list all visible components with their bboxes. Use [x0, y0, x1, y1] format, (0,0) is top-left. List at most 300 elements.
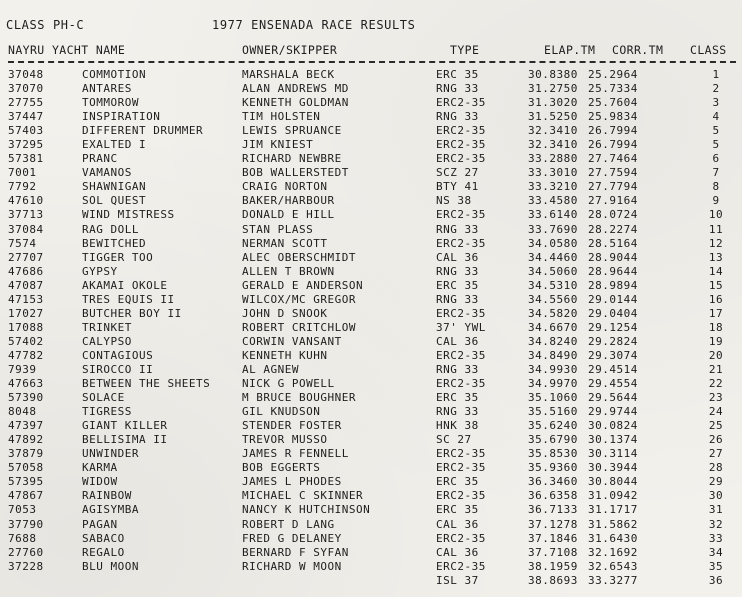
class-place: 24	[708, 405, 724, 419]
corrected-time: 28.2274	[588, 222, 638, 236]
corrected-time: 29.5644	[588, 391, 638, 405]
yacht-name: RAINBOW	[82, 489, 132, 503]
elapsed-time: 30.8380	[528, 68, 578, 81]
yacht-name: BELLISIMA II	[82, 433, 168, 447]
sail-number: 8048	[8, 405, 37, 419]
class-place: 4	[712, 110, 720, 124]
boat-type: ERC2-35	[436, 489, 486, 503]
sail-number: 37228	[8, 559, 44, 573]
owner-skipper: JAMES L PHODES	[242, 475, 342, 489]
corrected-time: 25.7334	[588, 82, 638, 96]
elapsed-time: 35.1060	[528, 391, 578, 405]
yacht-name: WIDOW	[82, 475, 118, 489]
owner-skipper: KENNETH KUHN	[242, 348, 328, 362]
corrected-time: 31.6430	[588, 531, 638, 545]
sail-number: 37070	[8, 82, 44, 96]
elapsed-time: 36.7133	[528, 503, 578, 517]
boat-type: ERC2-35	[436, 348, 486, 362]
owner-skipper: NERMAN SCOTT	[242, 236, 328, 250]
owner-skipper: M BRUCE BOUGHNER	[242, 391, 356, 405]
owner-skipper: RICHARD W MOON	[242, 559, 342, 573]
table-row	[0, 124, 742, 138]
owner-skipper: GERALD E ANDERSON	[242, 278, 364, 292]
owner-skipper: ALEC OBERSCHMIDT	[242, 250, 356, 264]
sail-number: 57058	[8, 461, 44, 475]
class-place: 27	[708, 447, 724, 461]
corrected-time: 29.2824	[588, 334, 638, 348]
boat-type: RNG 33	[436, 292, 479, 306]
owner-skipper: NICK G POWELL	[242, 377, 335, 391]
sail-number: 47610	[8, 194, 44, 208]
yacht-name: SHAWNIGAN	[82, 180, 147, 194]
corrected-time: 27.7794	[588, 180, 638, 194]
table-row	[0, 489, 742, 503]
boat-type: ERC2-35	[436, 236, 486, 250]
sail-number: 7574	[8, 236, 37, 250]
elapsed-time: 34.6670	[528, 320, 578, 334]
elapsed-time: 34.8490	[528, 348, 578, 362]
owner-skipper: FRED G DELANEY	[242, 531, 342, 545]
elapsed-time: 35.6240	[528, 419, 578, 433]
elapsed-time: 38.1959	[528, 559, 578, 573]
elapsed-time: 32.3410	[528, 138, 578, 152]
sail-number: 37447	[8, 110, 44, 124]
class-place: 29	[708, 475, 724, 489]
corrected-time: 31.0942	[588, 489, 638, 503]
yacht-name: GIANT KILLER	[82, 419, 168, 433]
yacht-name: GYPSY	[82, 264, 118, 278]
boat-type: CAL 36	[436, 517, 479, 531]
sail-number: 7001	[8, 166, 37, 180]
boat-type: ERC2-35	[436, 461, 486, 475]
sail-number: 27707	[8, 250, 44, 264]
table-row	[0, 96, 742, 110]
corrected-time: 25.9834	[588, 110, 638, 124]
class-place: 11	[708, 222, 724, 236]
corrected-time: 27.7464	[588, 152, 638, 166]
table-row	[0, 447, 742, 461]
elapsed-time: 32.3410	[528, 124, 578, 138]
owner-skipper: ALLEN T BROWN	[242, 264, 335, 278]
corrected-time: 25.7604	[588, 96, 638, 110]
table-row	[0, 574, 742, 588]
boat-type: ERC2-35	[436, 208, 486, 222]
elapsed-time: 34.0580	[528, 236, 578, 250]
elapsed-time: 38.8693	[528, 573, 578, 587]
owner-skipper: CRAIG NORTON	[242, 180, 328, 194]
sail-number: 37084	[8, 222, 44, 236]
corrected-time: 29.0404	[588, 306, 638, 320]
class-place: 12	[708, 236, 724, 250]
elapsed-time: 33.2880	[528, 152, 578, 166]
owner-skipper: STAN PLASS	[242, 222, 314, 236]
table-row	[0, 251, 742, 265]
yacht-name: AKAMAI OKOLE	[82, 278, 168, 292]
corrected-time: 29.3074	[588, 348, 638, 362]
boat-type: SCZ 27	[436, 166, 479, 180]
yacht-name: BEWITCHED	[82, 236, 147, 250]
boat-type: ERC2-35	[436, 124, 486, 138]
class-place: 3	[712, 96, 720, 110]
class-place: 22	[708, 377, 724, 391]
boat-type: RNG 33	[436, 264, 479, 278]
boat-type: ERC 35	[436, 391, 479, 405]
boat-type: ERC2-35	[436, 96, 486, 110]
corrected-time: 29.4554	[588, 377, 638, 391]
yacht-name: EXALTED I	[82, 138, 147, 152]
owner-skipper: RICHARD NEWBRE	[242, 152, 342, 166]
corrected-time: 28.0724	[588, 208, 638, 222]
yacht-name: VAMANOS	[82, 166, 132, 180]
owner-skipper: JAMES R FENNELL	[242, 447, 349, 461]
elapsed-time: 33.6140	[528, 208, 578, 222]
owner-skipper: TIM HOLSTEN	[242, 110, 321, 124]
owner-skipper: ALAN ANDREWS MD	[242, 82, 349, 96]
corrected-time: 29.0144	[588, 292, 638, 306]
corrected-time: 28.5164	[588, 236, 638, 250]
sail-number: 47867	[8, 489, 44, 503]
table-row	[0, 307, 742, 321]
table-row	[0, 223, 742, 237]
class-place: 7	[712, 166, 720, 180]
yacht-name: BETWEEN THE SHEETS	[82, 377, 211, 391]
owner-skipper: KENNETH GOLDMAN	[242, 96, 349, 110]
class-place: 16	[708, 292, 724, 306]
sail-number: 47782	[8, 348, 44, 362]
class-place: 32	[708, 517, 724, 531]
table-row	[0, 180, 742, 194]
corrected-time: 30.3944	[588, 461, 638, 475]
boat-type: ERC 35	[436, 68, 479, 81]
corrected-time: 28.9044	[588, 250, 638, 264]
class-place: 18	[708, 320, 724, 334]
column-header-elapsed: ELAP.TM	[544, 43, 596, 57]
table-row	[0, 82, 742, 96]
class-place: 35	[708, 559, 724, 573]
table-row	[0, 377, 742, 391]
sail-number: 37295	[8, 138, 44, 152]
corrected-time: 25.2964	[588, 68, 638, 81]
owner-skipper: MICHAEL C SKINNER	[242, 489, 364, 503]
class-place: 1	[712, 68, 720, 81]
class-place: 6	[712, 152, 720, 166]
owner-skipper: TREVOR MUSSO	[242, 433, 328, 447]
elapsed-time: 34.9930	[528, 362, 578, 376]
column-header-sail-name: NAYRU YACHT NAME	[8, 43, 126, 57]
sail-number: 7688	[8, 531, 37, 545]
yacht-name: TRES EQUIS II	[82, 292, 175, 306]
corrected-time: 31.1717	[588, 503, 638, 517]
elapsed-time: 37.1846	[528, 531, 578, 545]
boat-type: ERC 35	[436, 503, 479, 517]
boat-type: ERC 35	[436, 278, 479, 292]
boat-type: SC 27	[436, 433, 472, 447]
class-place: 30	[708, 489, 724, 503]
sail-number: 57402	[8, 334, 44, 348]
elapsed-time: 35.9360	[528, 461, 578, 475]
sail-number: 17088	[8, 320, 44, 334]
class-place: 8	[712, 180, 720, 194]
boat-type: RNG 33	[436, 222, 479, 236]
class-place: 10	[708, 208, 724, 222]
owner-skipper: WILCOX/MC GREGOR	[242, 292, 356, 306]
yacht-name: SIROCCO II	[82, 362, 154, 376]
sail-number: 47397	[8, 419, 44, 433]
boat-type: BTY 41	[436, 180, 479, 194]
boat-type: ERC2-35	[436, 531, 486, 545]
boat-type: RNG 33	[436, 362, 479, 376]
class-place: 14	[708, 264, 724, 278]
class-place: 13	[708, 250, 724, 264]
column-header-class: CLASS	[690, 43, 727, 57]
elapsed-time: 33.4580	[528, 194, 578, 208]
class-place: 26	[708, 433, 724, 447]
owner-skipper: CORWIN VANSANT	[242, 334, 342, 348]
sail-number: 37879	[8, 447, 44, 461]
table-row	[0, 518, 742, 532]
sail-number: 57403	[8, 124, 44, 138]
yacht-name: TIGRESS	[82, 405, 132, 419]
class-place: 2	[712, 82, 720, 96]
table-row	[0, 110, 742, 124]
class-place: 9	[712, 194, 720, 208]
owner-skipper: BOB WALLERSTEDT	[242, 166, 349, 180]
yacht-name: WIND MISTRESS	[82, 208, 175, 222]
sail-number: 17027	[8, 306, 44, 320]
elapsed-time: 34.5820	[528, 306, 578, 320]
table-row	[0, 265, 742, 279]
corrected-time: 27.7594	[588, 166, 638, 180]
elapsed-time: 33.7690	[528, 222, 578, 236]
corrected-time: 30.0824	[588, 419, 638, 433]
yacht-name: COMMOTION	[82, 68, 147, 81]
table-row	[0, 194, 742, 208]
boat-type: ISL 37	[436, 573, 479, 587]
sail-number: 37713	[8, 208, 44, 222]
boat-type: ERC2-35	[436, 152, 486, 166]
yacht-name: RAG DOLL	[82, 222, 139, 236]
class-place: 33	[708, 531, 724, 545]
yacht-name: TIGGER TOO	[82, 250, 154, 264]
owner-skipper: MARSHALA BECK	[242, 68, 335, 81]
table-row	[0, 560, 742, 574]
table-row	[0, 475, 742, 489]
yacht-name: CALYPSO	[82, 334, 132, 348]
corrected-time: 28.9644	[588, 264, 638, 278]
table-row	[0, 166, 742, 180]
yacht-name: TRINKET	[82, 320, 132, 334]
elapsed-time: 35.6790	[528, 433, 578, 447]
corrected-time: 26.7994	[588, 138, 638, 152]
column-header-owner: OWNER/SKIPPER	[242, 43, 338, 57]
table-row	[0, 208, 742, 222]
yacht-name: BUTCHER BOY II	[82, 306, 182, 320]
boat-type: 37' YWL	[436, 320, 486, 334]
owner-skipper: NANCY K HUTCHINSON	[242, 503, 371, 517]
table-row	[0, 279, 742, 293]
class-place: 20	[708, 348, 724, 362]
elapsed-time: 31.3020	[528, 96, 578, 110]
sail-number: 27760	[8, 545, 44, 559]
yacht-name: SOL QUEST	[82, 194, 147, 208]
yacht-name: BLU MOON	[82, 559, 139, 573]
yacht-name: SOLACE	[82, 391, 125, 405]
owner-skipper: BAKER/HARBOUR	[242, 194, 335, 208]
class-place: 5	[712, 124, 720, 138]
elapsed-time: 34.8240	[528, 334, 578, 348]
corrected-time: 28.9894	[588, 278, 638, 292]
yacht-name: DIFFERENT DRUMMER	[82, 124, 204, 138]
table-row	[0, 405, 742, 419]
sail-number: 47087	[8, 278, 44, 292]
owner-skipper: BERNARD F SYFAN	[242, 545, 349, 559]
boat-type: HNK 38	[436, 419, 479, 433]
yacht-name: REGALO	[82, 545, 125, 559]
corrected-time: 32.6543	[588, 559, 638, 573]
boat-type: CAL 36	[436, 545, 479, 559]
class-place: 17	[708, 306, 724, 320]
sail-number: 7939	[8, 362, 37, 376]
owner-skipper: AL AGNEW	[242, 362, 299, 376]
sail-number: 57395	[8, 475, 44, 489]
elapsed-time: 34.5310	[528, 278, 578, 292]
owner-skipper: STENDER FOSTER	[242, 419, 342, 433]
elapsed-time: 34.9970	[528, 377, 578, 391]
owner-skipper: LEWIS SPRUANCE	[242, 124, 342, 138]
sail-number: 37790	[8, 517, 44, 531]
corrected-time: 30.8044	[588, 475, 638, 489]
yacht-name: KARMA	[82, 461, 118, 475]
class-place: 21	[708, 362, 724, 376]
yacht-name: CONTAGIOUS	[82, 348, 154, 362]
yacht-name: PAGAN	[82, 517, 118, 531]
sail-number: 7053	[8, 503, 37, 517]
column-header-type: TYPE	[450, 43, 480, 57]
yacht-name: INSPIRATION	[82, 110, 161, 124]
corrected-time: 27.9164	[588, 194, 638, 208]
elapsed-time: 35.5160	[528, 405, 578, 419]
sail-number: 47686	[8, 264, 44, 278]
class-place: 5	[712, 138, 720, 152]
table-row	[0, 433, 742, 447]
elapsed-time: 36.6358	[528, 489, 578, 503]
sail-number: 57390	[8, 391, 44, 405]
table-row	[0, 237, 742, 251]
document-title: 1977 ENSENADA RACE RESULTS	[212, 18, 416, 32]
corrected-time: 30.3114	[588, 447, 638, 461]
elapsed-time: 34.4460	[528, 250, 578, 264]
sail-number: 37048	[8, 68, 44, 81]
corrected-time: 31.5862	[588, 517, 638, 531]
class-place: 23	[708, 391, 724, 405]
table-row	[0, 363, 742, 377]
yacht-name: PRANC	[82, 152, 118, 166]
yacht-name: AGISYMBA	[82, 503, 139, 517]
boat-type: ERC2-35	[436, 306, 486, 320]
sail-number: 47892	[8, 433, 44, 447]
corrected-time: 26.7994	[588, 124, 638, 138]
class-place: 25	[708, 419, 724, 433]
sail-number: 57381	[8, 152, 44, 166]
boat-type: ERC2-35	[436, 447, 486, 461]
class-label: CLASS PH-C	[6, 18, 85, 32]
table-row	[0, 335, 742, 349]
table-row	[0, 461, 742, 475]
table-row	[0, 293, 742, 307]
results-table	[0, 68, 742, 588]
corrected-time: 29.1254	[588, 320, 638, 334]
boat-type: RNG 33	[436, 405, 479, 419]
elapsed-time: 37.7108	[528, 545, 578, 559]
boat-type: RNG 33	[436, 110, 479, 124]
sail-number: 47663	[8, 377, 44, 391]
elapsed-time: 34.5560	[528, 292, 578, 306]
column-header-corrected: CORR.TM	[612, 43, 664, 57]
sail-number: 7792	[8, 180, 37, 194]
elapsed-time: 35.8530	[528, 447, 578, 461]
table-row	[0, 503, 742, 517]
owner-skipper: JOHN D SNOOK	[242, 306, 328, 320]
table-row	[0, 419, 742, 433]
elapsed-time: 31.2750	[528, 82, 578, 96]
elapsed-time: 34.5060	[528, 264, 578, 278]
boat-type: NS 38	[436, 194, 472, 208]
owner-skipper: ROBERT CRITCHLOW	[242, 320, 356, 334]
boat-type: ERC2-35	[436, 138, 486, 152]
table-row	[0, 391, 742, 405]
elapsed-time: 37.1278	[528, 517, 578, 531]
table-row	[0, 349, 742, 363]
owner-skipper: DONALD E HILL	[242, 208, 335, 222]
yacht-name: ANTARES	[82, 82, 132, 96]
class-place: 31	[708, 503, 724, 517]
yacht-name: SABACO	[82, 531, 125, 545]
table-row	[0, 68, 742, 82]
yacht-name: TOMMOROW	[82, 96, 139, 110]
table-row	[0, 546, 742, 560]
owner-skipper: ROBERT D LANG	[242, 517, 335, 531]
yacht-name: UNWINDER	[82, 447, 139, 461]
corrected-time: 32.1692	[588, 545, 638, 559]
boat-type: ERC2-35	[436, 559, 486, 573]
class-place: 15	[708, 278, 724, 292]
elapsed-time: 33.3010	[528, 166, 578, 180]
table-row	[0, 532, 742, 546]
sail-number: 27755	[8, 96, 44, 110]
table-row	[0, 321, 742, 335]
class-place: 36	[708, 573, 724, 587]
sail-number: 47153	[8, 292, 44, 306]
class-place: 19	[708, 334, 724, 348]
header-divider	[8, 61, 736, 63]
corrected-time: 29.9744	[588, 405, 638, 419]
elapsed-time: 31.5250	[528, 110, 578, 124]
owner-skipper: BOB EGGERTS	[242, 461, 321, 475]
boat-type: CAL 36	[436, 250, 479, 264]
owner-skipper: GIL KNUDSON	[242, 405, 321, 419]
elapsed-time: 36.3460	[528, 475, 578, 489]
owner-skipper: JIM KNIEST	[242, 138, 314, 152]
corrected-time: 33.3277	[588, 573, 638, 587]
corrected-time: 29.4514	[588, 362, 638, 376]
class-place: 28	[708, 461, 724, 475]
class-place: 34	[708, 545, 724, 559]
boat-type: ERC 35	[436, 475, 479, 489]
boat-type: ERC2-35	[436, 377, 486, 391]
table-row	[0, 138, 742, 152]
corrected-time: 30.1374	[588, 433, 638, 447]
boat-type: RNG 33	[436, 82, 479, 96]
